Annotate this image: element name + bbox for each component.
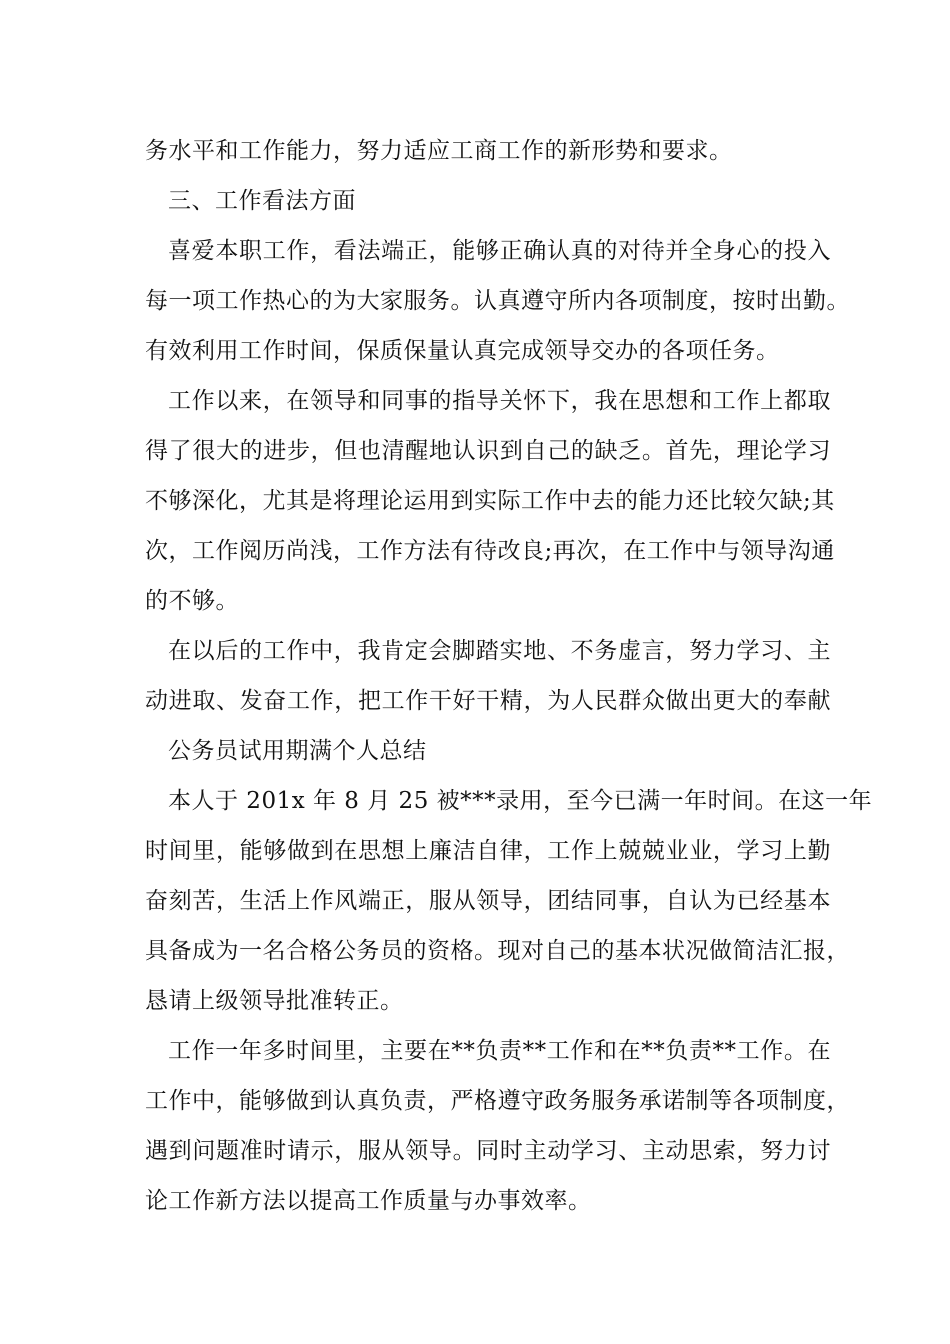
text-line: 时间里，能够做到在思想上廉洁自律，工作上兢兢业业，学习上勤 (145, 838, 831, 864)
text-line: 本人于 201x 年 8 月 25 被***录用，至今已满一年时间。在这一年 (168, 788, 873, 814)
text-line: 的不够。 (145, 588, 239, 614)
section-heading: 三、工作看法方面 (168, 188, 356, 214)
text-line: 务水平和工作能力，努力适应工商工作的新形势和要求。 (145, 138, 733, 164)
text-line: 不够深化，尤其是将理论运用到实际工作中去的能力还比较欠缺;其 (145, 488, 835, 514)
text-line: 次，工作阅历尚浅，工作方法有待改良;再次，在工作中与领导沟通 (145, 538, 835, 564)
text-line: 每一项工作热心的为大家服务。认真遵守所内各项制度，按时出勤。 (145, 288, 850, 314)
text-line: 动进取、发奋工作，把工作干好干精，为人民群众做出更大的奉献 (145, 688, 831, 714)
text-line: 工作以来，在领导和同事的指导关怀下，我在思想和工作上都取 (168, 388, 831, 414)
document-title: 公务员试用期满个人总结 (168, 738, 427, 764)
text-line: 奋刻苦，生活上作风端正，服从领导，团结同事，自认为已经基本 (145, 888, 831, 914)
text-line: 恳请上级领导批准转正。 (145, 988, 404, 1014)
text-line: 论工作新方法以提高工作质量与办事效率。 (145, 1188, 592, 1214)
text-line: 工作一年多时间里，主要在**负责**工作和在**负责**工作。在 (168, 1038, 831, 1064)
text-line: 有效利用工作时间，保质保量认真完成领导交办的各项任务。 (145, 338, 780, 364)
text-line: 得了很大的进步，但也清醒地认识到自己的缺乏。首先，理论学习 (145, 438, 831, 464)
text-line: 工作中，能够做到认真负责，严格遵守政务服务承诺制等各项制度， (145, 1088, 850, 1114)
text-line: 喜爱本职工作，看法端正，能够正确认真的对待并全身心的投入 (168, 238, 831, 264)
text-line: 在以后的工作中，我肯定会脚踏实地、不务虚言，努力学习、主 (168, 638, 831, 664)
text-line: 遇到问题准时请示，服从领导。同时主动学习、主动思索，努力讨 (145, 1138, 831, 1164)
text-line: 具备成为一名合格公务员的资格。现对自己的基本状况做简洁汇报， (145, 938, 850, 964)
